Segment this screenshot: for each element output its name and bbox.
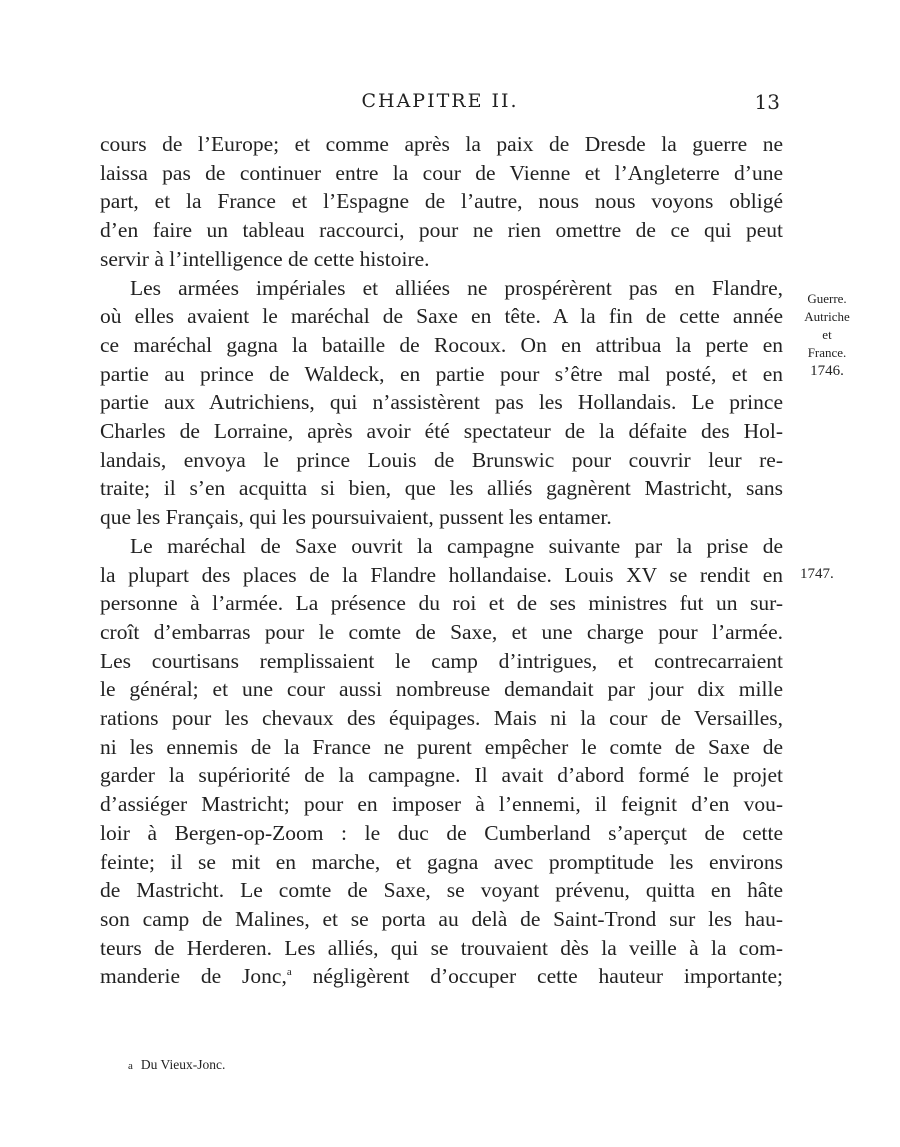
text-line: personne à l’armée. La présence du roi et de ses ministres fut un sur- <box>100 591 783 616</box>
text-line: Charles de Lorraine, après avoir été spectateur de la défaite des Hol- <box>100 419 783 444</box>
text-line: servir à l’intelligence de cette histoire. <box>100 246 430 271</box>
text-line: où elles avaient le maréchal de Saxe en tête. A la fin de cette année <box>100 304 783 329</box>
footnote-reference: a <box>286 966 292 979</box>
text-line: que les Français, qui les poursuivaient, pussent les entamer. <box>100 505 612 530</box>
text-line: partie au prince de Waldeck, en partie pour s’être mal posté, et en <box>100 361 783 386</box>
text-line: son camp de Malines, et se porta au delà de Saint-Trond sur les hau- <box>100 906 783 931</box>
line-end: négligèrent d’occuper cette hauteur importante; <box>291 964 783 989</box>
text-line: loir à Bergen-op-Zoom : le duc de Cumberland s’aperçut de cette <box>100 820 783 845</box>
margin-note-guerre <box>794 290 860 380</box>
body-text <box>100 130 783 991</box>
text-line: garder la supériorité de la campagne. Il avait d’abord formé le projet <box>100 763 783 788</box>
text-line: teurs de Herderen. Les alliés, qui se trouvaient dès la veille à la com- <box>100 935 783 960</box>
footnote <box>128 1057 225 1073</box>
text-line: traite; il s’en acquitta si bien, que les alliés gagnèrent Mastricht, sans <box>100 476 783 501</box>
margin-note-line: Autriche <box>804 309 850 324</box>
text-line: landais, envoya le prince Louis de Brunswic pour couvrir leur re- <box>100 447 783 472</box>
line-start: manderie de Jonc, <box>100 964 287 989</box>
text-line: part, et la France et l’Espagne de l’autre, nous nous voyons obligé <box>100 189 783 214</box>
text-line: cours de l’Europe; et comme après la paix de Dresde la guerre ne <box>100 132 783 156</box>
margin-note-line: Guerre. <box>807 291 847 306</box>
text-line: partie aux Autrichiens, qui n’assistèrent pas les Hollandais. Le prince <box>100 390 783 415</box>
footnote-text: Du Vieux-Jonc. <box>140 1057 226 1072</box>
text-line-with-note <box>100 962 783 991</box>
text-line: laissa pas de continuer entre la cour de Vienne et l’Angleterre d’une <box>100 160 783 185</box>
page-header <box>100 90 780 116</box>
text-line: rations pour les chevaux des équipages. Mais ni la cour de Versailles, <box>100 706 783 731</box>
text-line: Les armées impériales et alliées ne prospérèrent pas en Flandre, <box>130 275 783 300</box>
text-line: de Mastricht. Le comte de Saxe, se voyant prévenu, quitta en hâte <box>100 878 783 903</box>
margin-note-line: France. <box>807 345 847 360</box>
footnote-mark: a <box>128 1060 133 1072</box>
margin-note-line: et <box>822 327 832 342</box>
text-line: Les courtisans remplissaient le camp d’intrigues, et contrecarraient <box>100 648 783 673</box>
text-line: Le maréchal de Saxe ouvrit la campagne suivante par la prise de <box>130 533 783 558</box>
running-title: CHAPITRE II. <box>361 90 519 112</box>
text-line: d’en faire un tableau raccourci, pour ne rien omettre de ce qui peut <box>100 218 783 243</box>
text-line: la plupart des places de la Flandre hollandaise. Louis XV se rendit en <box>100 562 783 587</box>
text-line: croît d’embarras pour le comte de Saxe, et une charge pour l’armée. <box>100 619 783 644</box>
margin-note-year-1747: 1747. <box>800 566 834 582</box>
text-line: ni les ennemis de la France ne purent empêcher le comte de Saxe de <box>100 734 783 759</box>
text-line: ce maréchal gagna la bataille de Rocoux. On en attribua la perte en <box>100 332 783 357</box>
text-line: le général; et une cour aussi nombreuse demandait par jour dix mille <box>100 677 783 702</box>
text-line: feinte; il se mit en marche, et gagna avec promptitude les environs <box>100 849 783 874</box>
text-line: d’assiéger Mastricht; pour en imposer à l’ennemi, il feignit d’en vou- <box>100 792 783 817</box>
margin-note-year-1746: 1746. <box>810 363 844 379</box>
page-number: 13 <box>754 90 780 114</box>
